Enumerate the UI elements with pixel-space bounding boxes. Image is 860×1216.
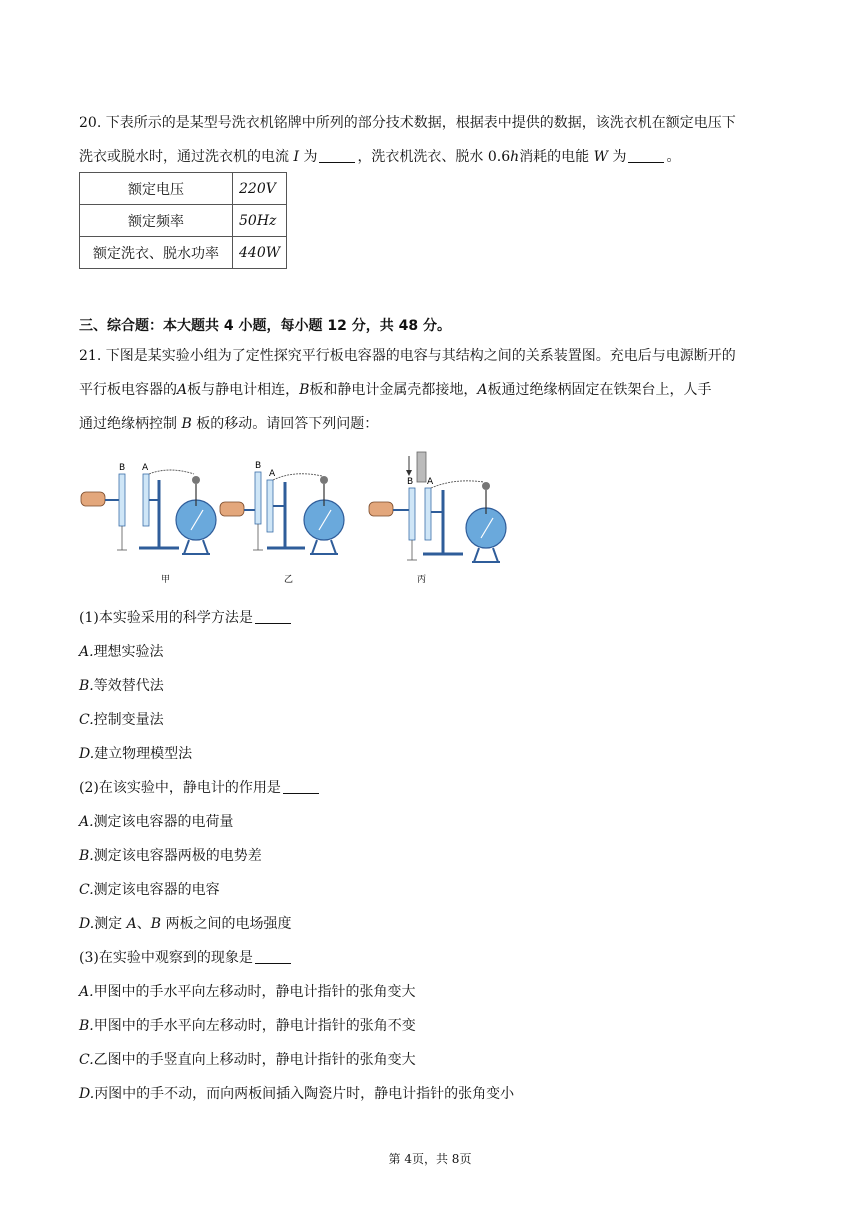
spec-label: 额定频率: [80, 205, 233, 237]
plate-a: [267, 480, 273, 532]
q21-text-2a: 平行板电容器的: [79, 382, 177, 398]
q20-text-2b: 为: [303, 149, 318, 165]
option-var-a: A: [126, 916, 137, 932]
option-text: 测定该电容器的电容: [93, 882, 220, 898]
q21-text-2b: 板与静电计相连，: [187, 382, 300, 398]
sub2-stem-text: (2)在该实验中，静电计的作用是: [79, 780, 281, 796]
panel-jia: [81, 463, 216, 585]
q20-var-w: W: [593, 149, 609, 165]
hand-icon: [81, 492, 105, 506]
panel-bing: [369, 452, 506, 585]
option-letter: A.: [79, 814, 94, 830]
spec-label: 额定电压: [80, 173, 233, 205]
sub3-option-a[interactable]: [79, 981, 416, 1001]
option-text: 理想实验法: [93, 644, 164, 660]
option-letter: A.: [79, 644, 94, 660]
q20-var-i: I: [293, 149, 299, 165]
q21-sub1-stem: [79, 607, 293, 627]
option-separator: 、: [136, 916, 151, 932]
option-text: 测定: [94, 916, 127, 932]
option-text: 乙图中的手竖直向上移动时，静电计指针的张角变大: [93, 1052, 416, 1068]
option-text: 建立物理模型法: [94, 746, 193, 762]
option-letter: C.: [79, 882, 94, 898]
label-bing: 丙: [417, 575, 427, 585]
option-letter: D.: [79, 746, 95, 762]
section-heading: 三、综合题：本大题共 4 小题，每小题 12 分，共 48 分。: [79, 318, 451, 334]
sub1-option-b[interactable]: [79, 675, 164, 695]
option-var-b: B: [150, 916, 162, 932]
sub3-option-b[interactable]: [79, 1015, 416, 1035]
arrow-head-icon: [406, 470, 412, 476]
q21-var-a: A: [177, 382, 188, 398]
option-text: 等效替代法: [93, 678, 164, 694]
spec-label: 额定洗衣、脱水功率: [80, 237, 233, 269]
q20-text-2d: 消耗的电能: [519, 149, 590, 165]
option-text: 测定该电容器的电荷量: [93, 814, 234, 830]
page-footer: 第 4页，共 8页: [388, 1152, 472, 1166]
label-plate-b: B: [255, 461, 262, 471]
sub1-option-c[interactable]: [79, 709, 164, 729]
option-letter: B.: [79, 1018, 94, 1034]
hand-icon: [220, 502, 244, 516]
q20-blank-energy[interactable]: [628, 148, 664, 163]
label-plate-a: A: [269, 469, 276, 479]
q21-sub3-stem: [79, 947, 293, 967]
electrometer-ball: [192, 476, 200, 484]
sub2-option-a[interactable]: [79, 811, 234, 831]
q21-var-a: A: [477, 382, 488, 398]
table-row: [80, 205, 287, 237]
option-letter: D.: [79, 1086, 95, 1102]
q21-text-2d: 板通过绝缘柄固定在铁架台上，人手: [487, 382, 712, 398]
sub2-option-c[interactable]: [79, 879, 220, 899]
q20-line-2: [79, 146, 680, 166]
option-letter: C.: [79, 712, 94, 728]
capacitor-experiment-figure: [79, 450, 509, 590]
option-text: 两板之间的电场强度: [161, 916, 292, 932]
q21-line-2: [79, 379, 712, 399]
sub1-option-a[interactable]: [79, 641, 164, 661]
electrometer-ball: [482, 482, 490, 490]
sub3-option-d[interactable]: [79, 1083, 514, 1103]
label-plate-a: A: [427, 477, 434, 487]
option-letter: B.: [79, 848, 94, 864]
q21-text-2c: 板和静电计金属壳都接地，: [309, 382, 478, 398]
electrometer-base: [472, 548, 500, 562]
option-text: 丙图中的手不动，而向两板间插入陶瓷片时，静电计指针的张角变小: [94, 1086, 515, 1102]
sub3-option-c[interactable]: [79, 1049, 416, 1069]
option-text: 甲图中的手水平向左移动时，静电计指针的张角不变: [93, 1018, 416, 1034]
electrometer-base: [310, 540, 338, 554]
q21-text-1: 21. 下图是某实验小组为了定性探究平行板电容器的电容与其结构之间的关系装置图。充电后与电源断开的: [79, 348, 736, 364]
plate-b: [119, 474, 125, 526]
spec-table: [79, 172, 287, 269]
sub2-option-b[interactable]: [79, 845, 262, 865]
q21-text-3a: 通过绝缘柄控制: [79, 416, 177, 432]
wire: [273, 474, 322, 480]
plate-b: [409, 488, 415, 540]
q20-text-2a: 洗衣或脱水时，通过洗衣机的电流: [79, 149, 289, 165]
q20-blank-current[interactable]: [319, 148, 355, 163]
sub3-answer-blank[interactable]: [255, 949, 291, 964]
q20-text-1: 20. 下表所示的是某型号洗衣机铭牌中所列的部分技术数据，根据表中提供的数据，该洗衣机在额定电压下: [79, 115, 736, 131]
sub2-option-d[interactable]: [79, 913, 292, 933]
panel-yi: [220, 461, 344, 585]
option-letter: C.: [79, 1052, 94, 1068]
label-yi: 乙: [284, 575, 294, 585]
spec-value: 220V: [233, 173, 287, 205]
q20-line-1: [79, 112, 736, 132]
table-row: [80, 173, 287, 205]
option-text: 测定该电容器两极的电势差: [93, 848, 262, 864]
label-plate-a: A: [142, 463, 149, 473]
q21-line-3: [79, 413, 378, 433]
wire: [431, 481, 484, 488]
hand-icon: [369, 502, 393, 516]
sub1-option-d[interactable]: [79, 743, 192, 763]
label-jia: 甲: [161, 575, 171, 585]
table-row: [80, 237, 287, 269]
ceramic-slab: [417, 452, 426, 482]
q20-text-2c: ，洗衣机洗衣、脱水: [357, 149, 484, 165]
wire: [149, 470, 194, 474]
option-text: 甲图中的手水平向左移动时，静电计指针的张角变大: [93, 984, 416, 1000]
label-plate-b: B: [407, 477, 414, 487]
option-letter: B.: [79, 678, 94, 694]
sub1-stem-text: (1)本实验采用的科学方法是: [79, 610, 253, 626]
q20-text-2e: 为: [612, 149, 627, 165]
spec-value: 50Hz: [233, 205, 287, 237]
plate-a: [425, 488, 431, 540]
sub1-answer-blank[interactable]: [255, 609, 291, 624]
q21-var-b: B: [181, 416, 192, 432]
sub2-answer-blank[interactable]: [283, 779, 319, 794]
q20-time-number: 0.6: [487, 149, 511, 165]
electrometer-ball: [320, 476, 328, 484]
sub3-stem-text: (3)在实验中观察到的现象是: [79, 950, 253, 966]
q21-line-1: [79, 345, 736, 365]
plate-a: [143, 474, 149, 526]
option-letter: D.: [79, 916, 95, 932]
label-plate-b: B: [119, 463, 126, 473]
q21-sub2-stem: [79, 777, 321, 797]
q21-text-3b: 板的移动。请回答下列问题：: [196, 416, 379, 432]
option-letter: A.: [79, 984, 94, 1000]
electrometer-base: [182, 540, 210, 554]
plate-b: [255, 472, 261, 524]
option-text: 控制变量法: [93, 712, 164, 728]
q20-text-2f: 。: [666, 149, 681, 165]
q21-var-b: B: [299, 382, 310, 398]
spec-value: 440W: [233, 237, 287, 269]
q20-time-unit: h: [510, 149, 520, 165]
